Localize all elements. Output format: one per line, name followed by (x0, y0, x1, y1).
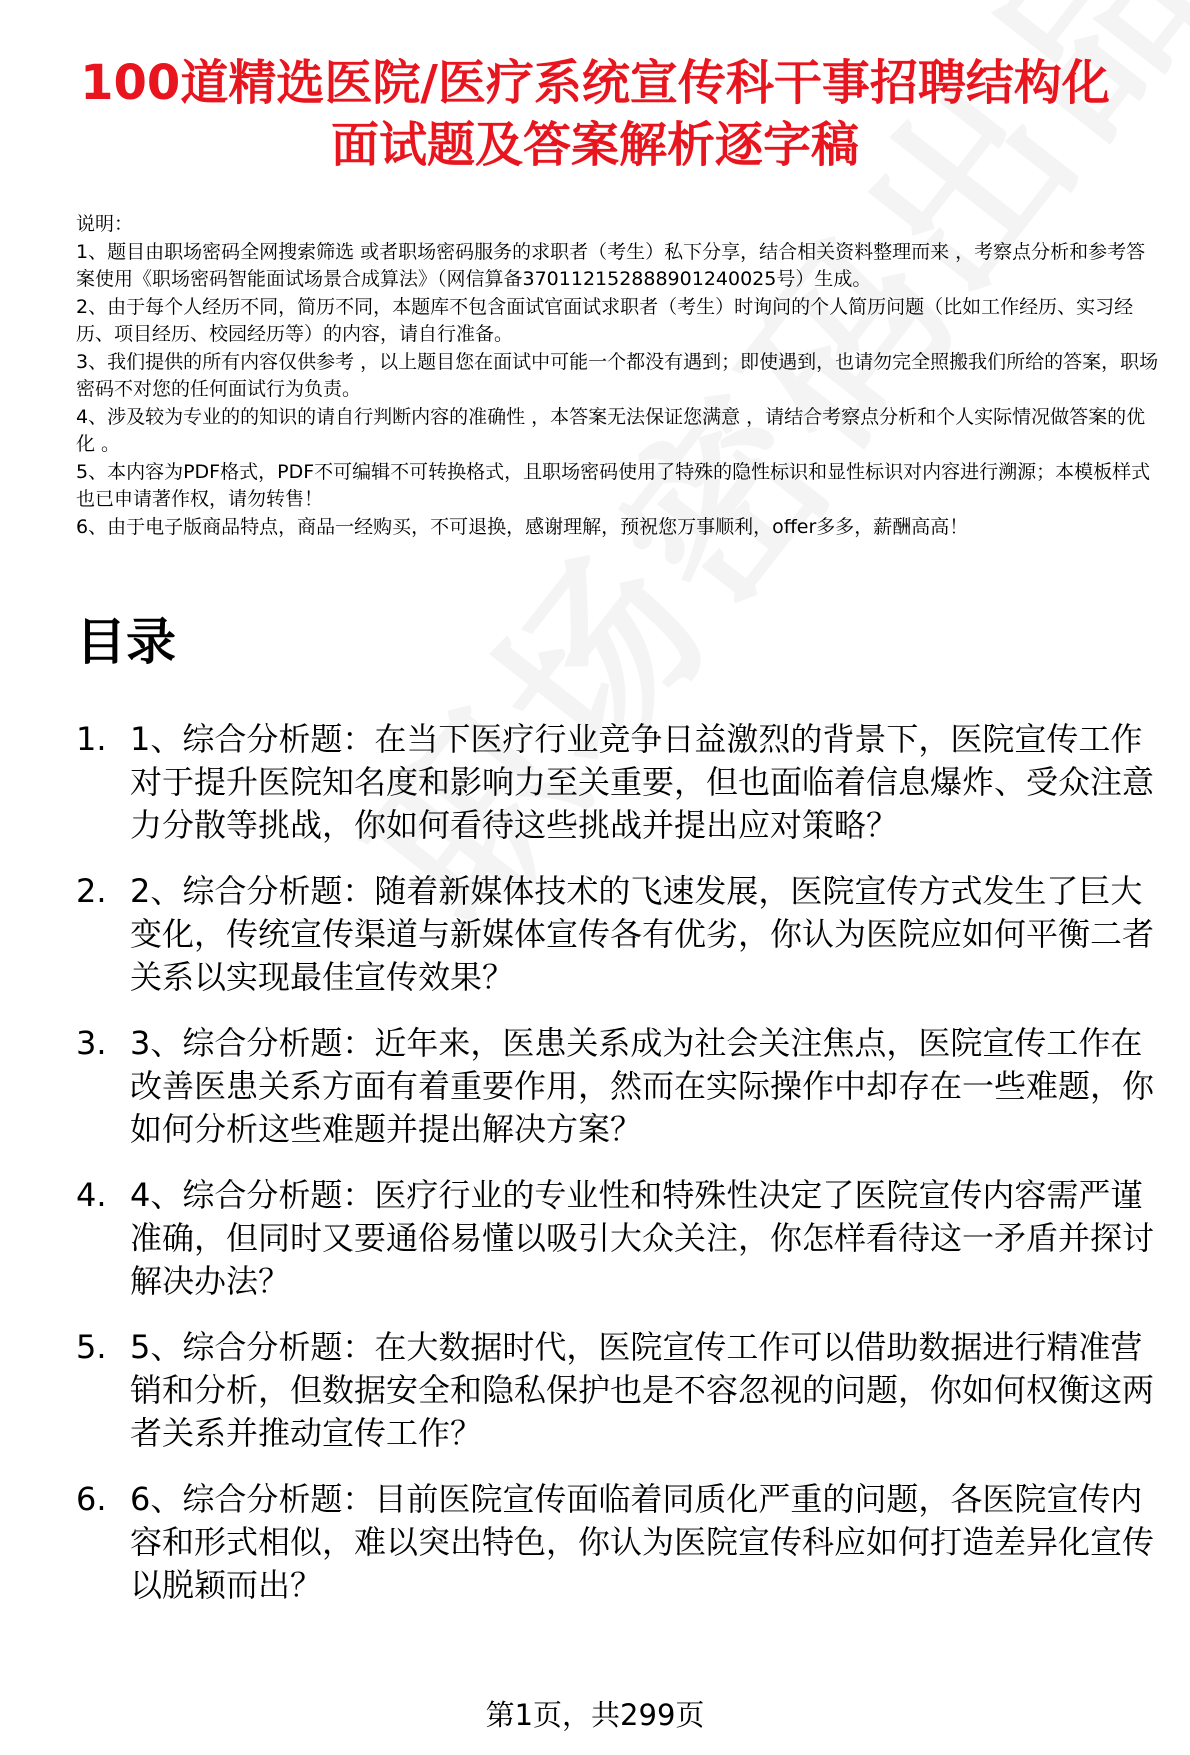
toc-item[interactable] (76, 1326, 1166, 1455)
notes-section (76, 211, 1160, 541)
note-item: 3、我们提供的所有内容仅供参考 ，以上题目您在面试中可能一个都没有遇到；即使遇到，也请勿完全照搬我们所给的答案，职场密码不对您的任何面试行为负责。 (76, 350, 1159, 400)
toc-item[interactable] (76, 1478, 1166, 1607)
note-item: 1、题目由职场密码全网搜索筛选 或者职场密码服务的求职者（考生）私下分享，结合相关资料整理而来 ，考察点分析和参考答案使用《职场密码智能面试场景合成算法》（网信算备370112152888901240025号）生成。 (76, 240, 1146, 290)
toc-item[interactable] (76, 1174, 1166, 1303)
note-item: 6、由于电子版商品特点，商品一经购买，不可退换，感谢理解，预祝您万事顺利，offer多多，薪酬高高！ (76, 515, 969, 538)
toc-item-number: 5. (76, 1328, 107, 1366)
toc-item-text[interactable]: 6、综合分析题：目前医院宣传面临着同质化严重的问题，各医院宣传内容和形式相似，难以突出特色，你认为医院宣传科应如何打造差异化宣传以脱颖而出？ (130, 1480, 1155, 1604)
page-number-footer: 第1页，共299页 (485, 1698, 705, 1732)
notes-heading: 说明： (76, 213, 134, 235)
note-item: 2、由于每个人经历不同，简历不同，本题库不包含面试官面试求职者（考生）时询问的个人简历问题（比如工作经历、实习经历、项目经历、校园经历等）的内容，请自行准备。 (76, 295, 1134, 345)
toc-list (76, 718, 1166, 1630)
toc-item-number: 6. (76, 1480, 107, 1518)
toc-item-text[interactable]: 3、综合分析题：近年来，医患关系成为社会关注焦点，医院宣传工作在改善医患关系方面有着重要作用，然而在实际操作中却存在一些难题，你如何分析这些难题并提出解决方案？ (130, 1024, 1155, 1148)
toc-item[interactable] (76, 870, 1166, 999)
toc-heading: 目录 (76, 613, 176, 671)
note-item: 5、本内容为PDF格式，PDF不可编辑不可转换格式，且职场密码使用了特殊的隐性标识和显性标识对内容进行溯源；本模板样式也已申请著作权，请勿转售！ (76, 460, 1151, 510)
toc-item-number: 2. (76, 872, 107, 910)
toc-item-text[interactable]: 4、综合分析题：医疗行业的专业性和特殊性决定了医院宣传内容需严谨准确，但同时又要通俗易懂以吸引大众关注，你怎样看待这一矛盾并探讨解决办法？ (130, 1176, 1155, 1300)
toc-item[interactable] (76, 1022, 1166, 1151)
toc-item-number: 1. (76, 720, 107, 758)
toc-item-text[interactable]: 1、综合分析题：在当下医疗行业竞争日益激烈的背景下，医院宣传工作对于提升医院知名度和影响力至关重要，但也面临着信息爆炸、受众注意力分散等挑战，你如何看待这些挑战并提出应对策略？ (130, 720, 1155, 844)
toc-item-text[interactable]: 5、综合分析题：在大数据时代，医院宣传工作可以借助数据进行精准营销和分析，但数据安全和隐私保护也是不容忽视的问题，你如何权衡这两者关系并推动宣传工作？ (130, 1328, 1155, 1452)
document-title: 100道精选医院/医疗系统宣传科干事招聘结构化面试题及答案解析逐字稿 (80, 55, 1110, 173)
toc-item-number: 4. (76, 1176, 107, 1214)
toc-item[interactable] (76, 718, 1166, 847)
toc-item-number: 3. (76, 1024, 107, 1062)
note-item: 4、涉及较为专业的的知识的请自行判断内容的准确性 ，本答案无法保证您满意 ，请结合考察点分析和个人实际情况做答案的优化 。 (76, 405, 1146, 455)
toc-item-text[interactable]: 2、综合分析题：随着新媒体技术的飞速发展，医院宣传方式发生了巨大变化，传统宣传渠道与新媒体宣传各有优劣，你认为医院应如何平衡二者关系以实现最佳宣传效果？ (130, 872, 1155, 996)
